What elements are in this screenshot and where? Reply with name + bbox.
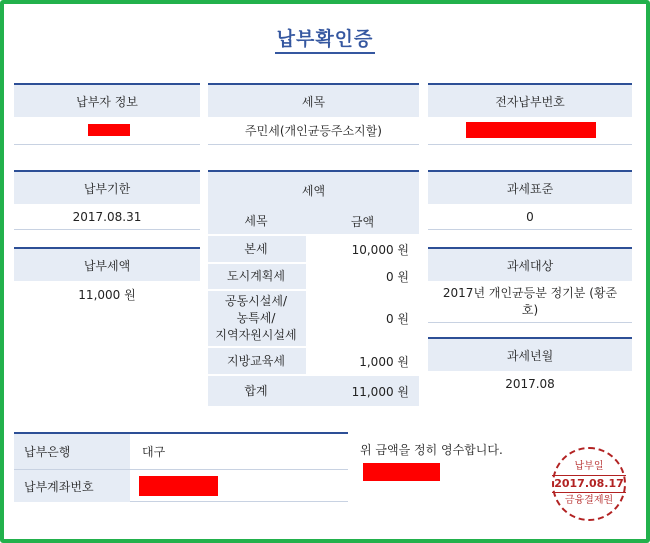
row-tax-name: 지방교육세: [227, 353, 285, 368]
tax-standard-value: 0: [428, 204, 632, 230]
stamp-bottom-text: 금융결제원: [564, 495, 614, 506]
table-row-total: [208, 376, 419, 406]
bank-value: 대구: [142, 445, 166, 459]
row-tax-name: 본세: [244, 241, 268, 256]
table-row: [208, 236, 419, 264]
redacted-payer-name: [88, 124, 130, 136]
redacted-signature: [363, 463, 440, 481]
table-row: [208, 291, 419, 348]
tax-amount-header: 세액: [208, 170, 419, 208]
redacted-account-no: [139, 476, 218, 496]
row-tax-name: 공동시설세/ 농특세/ 지역자원시설세: [215, 294, 297, 342]
receipt-notice: 위 금액을 정히 영수합니다.: [360, 443, 503, 457]
redacted-e-payment-no: [466, 122, 596, 138]
due-date-value: 2017.08.31: [14, 204, 200, 230]
tax-standard-header: 과세표준: [428, 170, 632, 204]
tax-year-month-value: 2017.08: [505, 377, 555, 391]
e-payment-no-header: 전자납부번호: [428, 83, 632, 117]
tax-item-header: 세목: [208, 83, 419, 117]
col-amount: 금액: [306, 208, 419, 234]
tax-year-month-header: 과세년월: [428, 337, 632, 371]
tax-table-header-row: [208, 208, 419, 236]
row-tax-amount: 10,000 원: [306, 236, 419, 262]
stamp-date: 2017.08.17: [552, 475, 626, 493]
account-label: 납부계좌번호: [14, 470, 130, 502]
tax-target-header: 과세대상: [428, 247, 632, 281]
table-row: [208, 264, 419, 291]
payer-info-header: 납부자 정보: [14, 83, 200, 117]
row-tax-amount: 1,000 원: [306, 348, 419, 374]
tax-amount-table: [208, 208, 419, 406]
table-row: [208, 348, 419, 376]
payment-date-stamp: [552, 447, 626, 521]
page-title: 납부확인증: [0, 24, 650, 51]
row-tax-name: 합계: [244, 383, 268, 398]
row-tax-amount: 0 원: [306, 291, 419, 346]
bank-label: 납부은행: [14, 434, 130, 469]
row-tax-amount: 0 원: [306, 264, 419, 289]
tax-item-value: 주민세(개인균등주소지할): [208, 117, 419, 145]
row-tax-amount: 11,000 원: [306, 376, 419, 406]
paid-tax-value: 11,000 원: [78, 287, 136, 302]
col-tax-item: 세목: [244, 213, 268, 228]
row-tax-name: 도시계획세: [227, 269, 285, 283]
stamp-top-text: 납부일: [574, 461, 604, 472]
due-date-header: 납부기한: [14, 170, 200, 204]
tax-target-value: 2017년 개인균등분 정기분 (황준 호): [428, 281, 632, 323]
paid-tax-header: 납부세액: [14, 247, 200, 281]
